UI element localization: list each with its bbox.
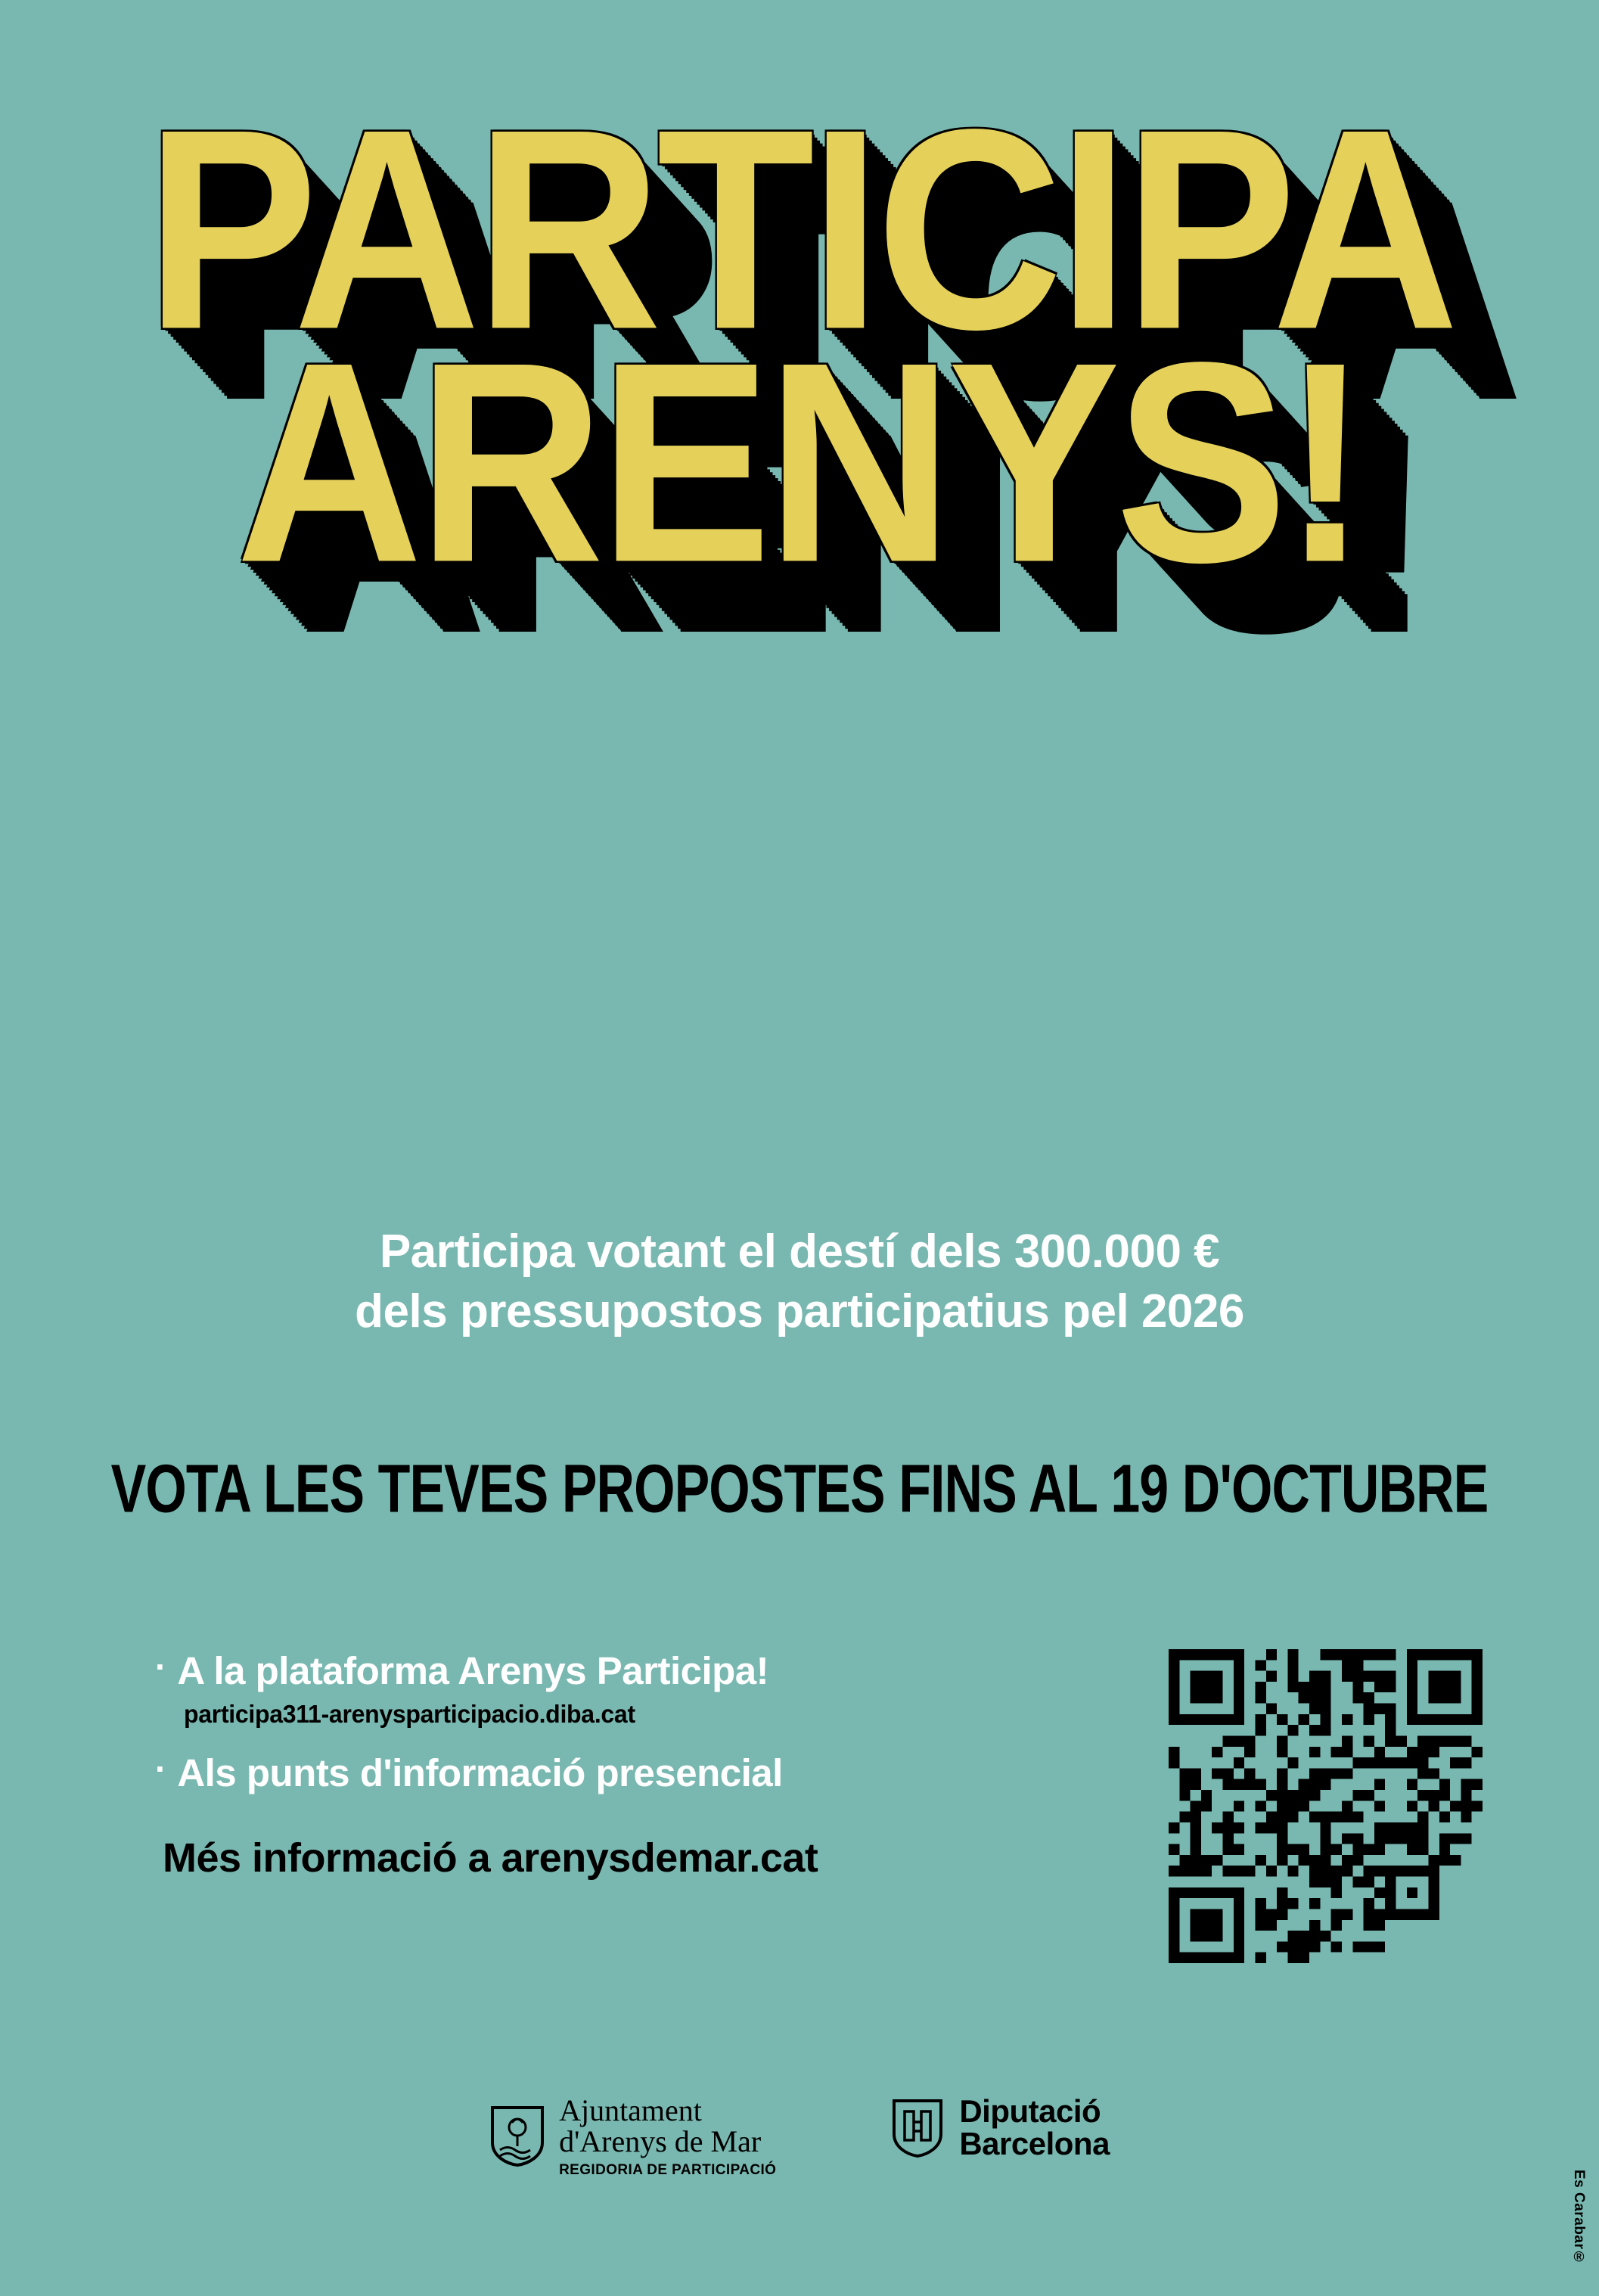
footer-logos <box>0 2093 1599 2178</box>
bullet-dot-icon: · <box>155 1647 167 1686</box>
more-info-line: Més informació a arenysdemar.cat <box>163 1835 818 1881</box>
ajuntament-line-2: d'Arenys de Mar <box>559 2124 762 2158</box>
logo-ajuntament-arenys-de-mar <box>489 2093 777 2178</box>
info-list <box>155 1649 1138 1881</box>
bullet-label-platform: A la plataforma Arenys Participa! <box>177 1649 769 1692</box>
qr-code[interactable] <box>1169 1649 1483 1963</box>
headline-line-1: PARTICIPA <box>145 70 1454 390</box>
qr-code-canvas[interactable] <box>1169 1649 1483 1963</box>
logo-diputacio-barcelona <box>890 2093 1110 2161</box>
bullet-dot-icon: · <box>155 1748 167 1788</box>
list-item <box>155 1748 1138 1796</box>
subtitle-line-1: Participa votant el destí dels 300.000 € <box>379 1226 1220 1278</box>
ajuntament-logo-text <box>559 2093 777 2178</box>
diputacio-line-1: Diputació <box>959 2093 1101 2129</box>
diputacio-line-2: Barcelona <box>959 2125 1110 2161</box>
diputacio-barcelona-crest-icon <box>890 2096 945 2160</box>
vote-deadline-banner: VOTA LES TEVES PROPOSTES FINS AL 19 D'OCTUBRE <box>110 1451 1489 1527</box>
ajuntament-line-1: Ajuntament <box>559 2093 702 2127</box>
designer-credit: Es Carabar® <box>1571 2170 1587 2266</box>
list-item <box>155 1649 1138 1694</box>
ajuntament-line-3: REGIDORIA DE PARTICIPACIÓ <box>559 2161 777 2178</box>
arenys-de-mar-crest-icon <box>489 2105 545 2168</box>
poster-subtitle <box>0 1222 1599 1342</box>
diputacio-logo-text <box>959 2093 1110 2161</box>
platform-url[interactable]: participa311-arenysparticipacio.diba.cat <box>184 1699 635 1728</box>
headline-line-2: ARENYS! <box>235 303 1364 622</box>
bullet-label-inperson: Als punts d'informació presencial <box>177 1751 783 1794</box>
subtitle-line-2: dels pressupostos participatius pel 2026 <box>355 1285 1244 1338</box>
poster-headline <box>0 70 1599 622</box>
